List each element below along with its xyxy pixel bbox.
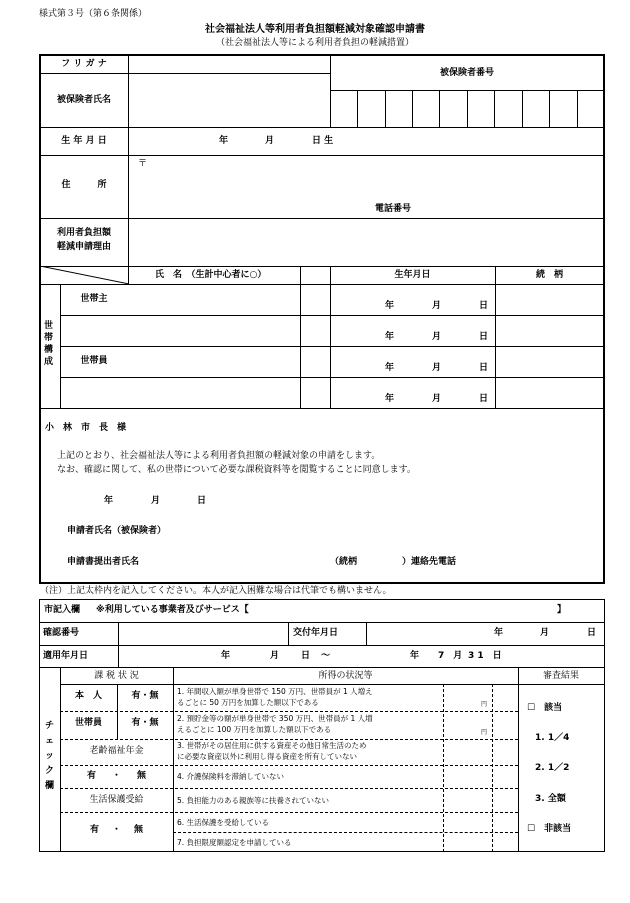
services-label: ※利用している事業者及びサービス【 — [96, 605, 249, 615]
insured-name-input[interactable] — [129, 74, 329, 126]
yen-unit-2: 円 — [481, 729, 488, 736]
household-date-year: 年 — [385, 394, 395, 404]
reason-label-1: 利用者負担額 — [56, 228, 111, 238]
self-yes-no[interactable]: 有・無 — [131, 691, 159, 701]
diagonal-divider — [40, 266, 129, 285]
check-label-4: ク — [45, 766, 55, 776]
furigana-label: フ リ ガ ナ — [61, 59, 107, 69]
form-number: 様式第３号（第６条関係） — [39, 9, 148, 19]
household-member-name[interactable] — [129, 378, 299, 407]
household-member-name[interactable] — [129, 347, 299, 376]
criteria-2b: えるごとに 100 万円を加算した額以下である — [177, 725, 332, 734]
insured-number-input[interactable] — [331, 91, 604, 126]
review-result-header: 審査結果 — [542, 671, 579, 681]
phone-label: 電話番号 — [375, 204, 412, 214]
declaration-year: 年 — [104, 496, 114, 506]
pension-label: 老齢福祉年金 — [89, 746, 144, 756]
criteria-7: 7. 負担限度額認定を申請している — [177, 838, 292, 847]
declaration-line-1: 上記のとおり、社会福祉法人等による利用者負担額の軽減対象の申請をします。 — [57, 451, 381, 461]
result-half[interactable]: 2. 1／2 — [535, 763, 570, 773]
household-date-day: 日 — [479, 301, 489, 311]
insured-number-label: 被保険者番号 — [439, 68, 494, 78]
confirm-number-label: 確認番号 — [43, 628, 80, 638]
birth-month: 月 — [265, 136, 275, 146]
criteria-3a: 3. 世帯がその居住用に供する資産その他日常生活のため — [177, 741, 367, 750]
criteria-2a: 2. 預貯金等の額が単身世帯で 350 万円、世帯員が 1 人増 — [177, 714, 373, 723]
declaration-month: 月 — [151, 496, 161, 506]
apply-tilde: ～ — [321, 651, 331, 661]
criteria-1a: 1. 年間収入額が単身世帯で 150 万円、世帯員が 1 人増え — [177, 687, 373, 696]
birth-date-label: 生 年 月 日 — [61, 136, 107, 146]
declaration-day: 日 — [197, 496, 207, 506]
household-label-1: 世 — [44, 321, 54, 331]
apply-day: 日 — [301, 651, 311, 661]
household-relation-header: 続 柄 — [535, 270, 563, 280]
check-label-1: チ — [45, 721, 55, 731]
household-date-day: 日 — [479, 394, 489, 404]
household-member-name[interactable] — [129, 316, 299, 345]
household-date-year: 年 — [385, 301, 395, 311]
household-label-4: 成 — [44, 357, 54, 367]
check-label-5: 欄 — [45, 781, 55, 791]
household-date-month: 月 — [432, 363, 442, 373]
apply-year: 年 — [221, 651, 231, 661]
apply-end-month: 7 月 — [438, 651, 463, 661]
yen-unit-1: 円 — [481, 701, 488, 708]
welfare-dot: ・ — [112, 825, 122, 835]
member-label: 世帯員 — [74, 718, 102, 728]
household-date-day: 日 — [479, 332, 489, 342]
applicant-name-label: 申請者氏名（被保険者） — [67, 526, 167, 536]
form-title: 社会福祉法人等利用者負担額軽減対象確認申請書 — [205, 24, 425, 35]
apply-period-label: 適用年月日 — [43, 651, 89, 661]
criteria-5: 5. 負担能力のある親族等に扶養されていない — [177, 796, 330, 805]
issue-day: 日 — [587, 628, 597, 638]
issue-month: 月 — [540, 628, 550, 638]
birth-day: 日 生 — [312, 136, 334, 146]
reason-input[interactable] — [129, 219, 604, 265]
check-label-3: ッ — [45, 751, 55, 761]
result-applicable[interactable]: ☐ 該当 — [527, 703, 563, 713]
welfare-yes[interactable]: 有 — [90, 825, 100, 835]
check-label-2: ェ — [45, 736, 55, 746]
address-label: 住 所 — [61, 180, 107, 190]
submitter-relation-label: （続柄 — [330, 557, 358, 567]
pension-dot: ・ — [112, 771, 122, 781]
household-date-month: 月 — [432, 301, 442, 311]
apply-end-day: 3 1 日 — [468, 651, 502, 661]
note: （注）上記太枠内を記入してください。本人が記入困難な場合は代筆でも構いません。 — [40, 586, 392, 596]
submitter-name-label: 申請書提出者氏名 — [67, 557, 140, 567]
reason-label-2: 軽減申請理由 — [56, 242, 111, 252]
result-quarter[interactable]: 1. 1／4 — [535, 733, 570, 743]
welfare-no[interactable]: 無 — [134, 825, 144, 835]
household-date-day: 日 — [479, 363, 489, 373]
income-status-header: 所得の状況等 — [318, 671, 373, 681]
criteria-3b: に必要な資産以外に利用し得る資産を所有していない — [177, 752, 357, 761]
criteria-4: 4. 介護保険料を滞納していない — [177, 772, 285, 781]
postal-mark: 〒 — [138, 159, 148, 169]
criteria-1b: るごとに 50 万円を加算した額以下である — [177, 698, 319, 707]
household-birth-header: 生年月日 — [394, 270, 431, 280]
household-head-label: 世帯主 — [80, 294, 108, 304]
applicant-frame — [39, 54, 605, 584]
household-date-year: 年 — [385, 363, 395, 373]
issue-year: 年 — [494, 628, 504, 638]
household-date-year: 年 — [385, 332, 395, 342]
apply-month: 月 — [270, 651, 280, 661]
result-full[interactable]: 3. 全額 — [535, 794, 566, 804]
contact-phone-label: ）連絡先電話 — [402, 557, 457, 567]
form-subtitle: （社会福祉法人等による利用者負担の軽減措置） — [215, 38, 414, 48]
criteria-6: 6. 生活保護を受給している — [177, 818, 270, 827]
declaration-line-2: なお、確認に関して、私の世帯について必要な課税資料等を閲覧することに同意します。 — [57, 465, 416, 475]
birth-year: 年 — [219, 136, 229, 146]
household-name-header: 氏 名 （生計中心者に○） — [155, 270, 267, 280]
addressee: 小 林 市 長 様 — [45, 423, 127, 433]
pension-yes[interactable]: 有 — [87, 771, 97, 781]
result-not-applicable[interactable]: ☐ 非該当 — [527, 824, 572, 834]
tax-status-header: 課 税 状 況 — [94, 671, 139, 681]
services-close: 】 — [557, 605, 567, 615]
household-date-month: 月 — [432, 332, 442, 342]
household-label-2: 帯 — [44, 333, 54, 343]
household-date-month: 月 — [432, 394, 442, 404]
welfare-label: 生活保護受給 — [89, 795, 144, 805]
city-section-title: 市記入欄 — [44, 605, 81, 615]
issue-date-label: 交付年月日 — [293, 628, 339, 638]
household-label-3: 構 — [44, 345, 54, 355]
address-input[interactable] — [129, 156, 604, 217]
apply-end-year: 年 — [410, 651, 420, 661]
household-member-label: 世帯員 — [80, 356, 108, 366]
insured-name-label: 被保険者氏名 — [56, 95, 111, 105]
furigana-input[interactable] — [129, 57, 329, 72]
pension-no[interactable]: 無 — [137, 771, 147, 781]
member-yes-no[interactable]: 有・無 — [131, 718, 159, 728]
household-head-name[interactable] — [129, 285, 299, 314]
self-label: 本 人 — [74, 691, 102, 701]
